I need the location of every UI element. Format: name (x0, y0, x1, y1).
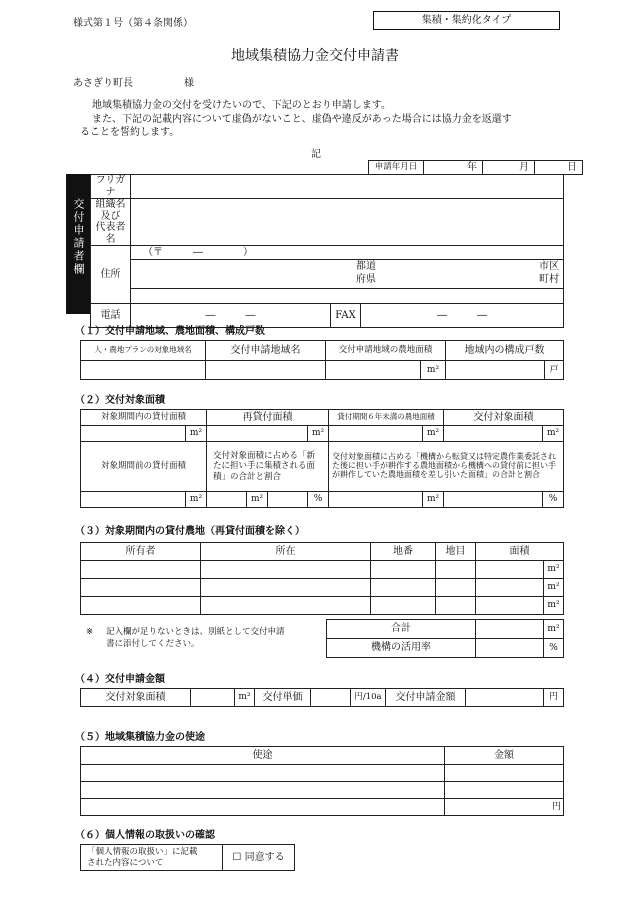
s4-area-unit: m² (235, 689, 255, 707)
form-type-badge: 集積・集約化タイプ (373, 11, 560, 30)
s2-header-net-increase: 交付対象面積に占める「機構から転貸又は特定農作業委託された後に担い手が耕作する農地面積から機構への貸付前に担い手が耕作していた農地面積を差し引いた面積」の合計と割合 (329, 442, 564, 492)
s1-household-unit: 戸 (544, 361, 563, 379)
section1-table (80, 340, 564, 380)
postal-code: （〒 ― ） (131, 246, 563, 260)
s4-target-area-input[interactable] (191, 689, 235, 707)
s4-amount-label: 交付申請金額 (386, 689, 466, 707)
s2-header-lease-before-period: 対象期間前の貸付面積 (81, 442, 207, 492)
org-label-line2: 及び (100, 210, 121, 222)
honorific: 様 (184, 78, 194, 89)
date-month-unit: 月 (519, 161, 529, 173)
phone-format: ― ― (205, 309, 256, 321)
s2-header-sublease: 再貸付面積 (207, 410, 329, 426)
s6-consent-label-line1: 「個人情報の取扱い」に記載 (87, 847, 198, 858)
city-suffix-bottom: 町村 (539, 274, 560, 285)
s2-new-accumulation-area-input[interactable] (207, 492, 247, 508)
s5-total-yen-unit: 円 (445, 799, 564, 816)
s2-target-area-input[interactable] (444, 426, 543, 442)
s3-header-owner: 所有者 (81, 543, 201, 561)
addressee: あさぎり町長 (73, 78, 133, 89)
s4-price-unit: 円/10a (351, 689, 386, 707)
address-label: 住所 (91, 246, 131, 304)
section4-title: （４）交付申請金額 (75, 674, 165, 685)
s3-row2-location[interactable] (201, 579, 371, 597)
s2-unit-pct-1: % (308, 492, 329, 508)
s2-short-lease-input[interactable] (329, 426, 423, 442)
s3-row2-owner[interactable] (81, 579, 201, 597)
date-day-unit: 日 (567, 161, 577, 173)
section5-title: （５）地域集積協力金の使途 (75, 732, 205, 743)
s3-row3-unit: m² (544, 597, 564, 615)
s3-row1-lot[interactable] (371, 561, 436, 579)
s6-agree-cell[interactable] (223, 845, 295, 871)
s1-header-farmland-area: 交付申請地域の農地面積 (326, 341, 446, 361)
section4-table (80, 688, 564, 707)
application-date-label: 申請年月日 (369, 161, 424, 175)
s3-row1-category[interactable] (436, 561, 476, 579)
s4-unit-price-input[interactable] (311, 689, 351, 707)
fax-input[interactable] (361, 304, 564, 328)
fax-format: ― ― (437, 309, 488, 321)
s4-yen-unit: 円 (544, 689, 564, 707)
s3-header-area: 面積 (476, 543, 564, 561)
section3-title: （３）対象期間内の貸付農地（再貸付面積を除く） (75, 526, 305, 537)
s6-consent-label (81, 845, 223, 871)
applicant-side-label: 交付申請者欄 (66, 174, 90, 314)
s2-unit-7: m² (423, 492, 444, 508)
applicant-table (90, 174, 564, 328)
form-number: 様式第１号（第４条関係） (73, 18, 193, 29)
s5-row2-amount[interactable] (445, 782, 564, 799)
s3-usage-rate-label: 機構の活用率 (327, 639, 476, 658)
intro-paragraph-2a: また、下記の記載内容について虚偽がないこと、虚偽や違反があった場合には協力金を返還す (92, 114, 512, 125)
org-label-line1: 組織名 (95, 199, 126, 210)
s2-net-increase-ratio-input[interactable] (444, 492, 543, 508)
s2-header-lease-in-period: 対象期間内の貸付面積 (81, 410, 207, 426)
section5-table (80, 746, 564, 816)
s2-header-new-accumulation: 交付対象面積に占める「新たに担い手に集積される面積」の合計と割合 (207, 442, 329, 492)
phone-label: 電話 (91, 304, 131, 328)
org-label-line3: 代表者名 (95, 222, 126, 245)
s2-header-target-area: 交付対象面積 (444, 410, 564, 426)
city-suffix-top: 市区 (539, 261, 560, 272)
s2-unit-3: m² (423, 426, 444, 442)
s2-unit-4: m² (543, 426, 564, 442)
date-year-unit: 年 (467, 161, 477, 173)
prefecture-suffix-top: 都道 (356, 261, 376, 272)
intro-paragraph-2b: ることを誓約します。 (80, 127, 180, 138)
date-year-field[interactable] (424, 161, 483, 175)
fax-label: FAX (331, 304, 361, 328)
s3-row3-owner[interactable] (81, 597, 201, 615)
s3-row1-owner[interactable] (81, 561, 201, 579)
s3-total-unit: m² (544, 620, 564, 639)
s1-header-households: 地域内の構成戸数 (446, 341, 564, 361)
section2-title: （２）交付対象面積 (75, 395, 165, 406)
application-date-table (368, 160, 583, 175)
s3-row2-unit: m² (544, 579, 564, 597)
s3-row3-area[interactable] (476, 597, 544, 615)
s1-area-unit: m² (420, 361, 445, 379)
s3-note-line2: 書に添付してください。 (106, 639, 200, 649)
organization-label (91, 199, 131, 246)
s3-usage-rate-unit: % (544, 639, 564, 658)
s3-total-input[interactable] (476, 620, 544, 639)
s5-total-row-blank (81, 799, 445, 816)
s3-row1-location[interactable] (201, 561, 371, 579)
s3-row2-area[interactable] (476, 579, 544, 597)
s4-target-area-label: 交付対象面積 (81, 689, 191, 707)
s1-header-area-name: 交付申請地域名 (206, 341, 326, 361)
s1-households-input[interactable] (446, 361, 564, 380)
s5-row1-use[interactable] (81, 765, 445, 782)
s4-unit-price-label: 交付単価 (255, 689, 311, 707)
s2-unit-2: m² (308, 426, 329, 442)
s2-unit-6: m² (247, 492, 268, 508)
s2-header-short-lease: 貸付期間６年未満の農地面積 (329, 410, 444, 426)
s3-row1-unit: m² (544, 561, 564, 579)
s3-row3-category[interactable] (436, 597, 476, 615)
section2-table (80, 409, 564, 508)
s1-header-plan-area: 人・農地プランの対象地域名 (81, 341, 206, 361)
s3-note-mark: ※ (86, 627, 94, 637)
s5-header-use: 使途 (81, 747, 445, 765)
furigana-label: フリガナ (91, 175, 131, 199)
agree-checkbox[interactable]: ☐ (232, 851, 242, 863)
s3-note-line1: 記入欄が足りないときは、別紙として交付申請 (106, 627, 285, 637)
s3-header-land-category: 地目 (436, 543, 476, 561)
s3-header-lot-number: 地番 (371, 543, 436, 561)
s2-new-accumulation-ratio-input[interactable] (268, 492, 308, 508)
s1-plan-area-input[interactable] (81, 361, 206, 380)
section1-title: （１）交付申請地域、農地面積、構成戸数 (75, 326, 265, 337)
s2-lease-before-period-input[interactable] (81, 492, 186, 508)
prefecture-suffix-bottom: 府県 (356, 274, 376, 285)
s1-area-name-input[interactable] (206, 361, 326, 380)
s5-row2-use[interactable] (81, 782, 445, 799)
s1-farmland-area-input[interactable] (326, 361, 446, 380)
intro-paragraph-1: 地域集積協力金の交付を受けたいので、下記のとおり申請します。 (92, 100, 391, 111)
date-month-field[interactable] (483, 161, 535, 175)
address-input[interactable] (131, 246, 564, 304)
s3-row1-area[interactable] (476, 561, 544, 579)
section6-title: （６）個人情報の取扱いの確認 (75, 830, 215, 841)
s3-header-location: 所在 (201, 543, 371, 561)
section6-table (80, 844, 295, 871)
section3-table (80, 542, 564, 615)
s4-amount-input[interactable] (466, 689, 544, 707)
page-title: 地域集積協力金交付申請書 (231, 48, 399, 64)
furigana-input[interactable] (131, 175, 564, 199)
s5-header-amount: 金額 (445, 747, 564, 765)
s3-usage-rate-input[interactable] (476, 639, 544, 658)
s3-row2-category[interactable] (436, 579, 476, 597)
agree-label: 同意する (244, 851, 285, 863)
s3-row2-lot[interactable] (371, 579, 436, 597)
s3-row3-lot[interactable] (371, 597, 436, 615)
s2-unit-1: m² (186, 426, 207, 442)
s3-row3-location[interactable] (201, 597, 371, 615)
section3-summary-table (326, 619, 564, 658)
s2-unit-pct-2: % (543, 492, 564, 508)
s2-lease-in-period-input[interactable] (81, 426, 186, 442)
s3-total-label: 合計 (327, 620, 476, 639)
ki-label: 記 (311, 149, 321, 160)
s2-unit-5: m² (186, 492, 207, 508)
s2-sublease-input[interactable] (207, 426, 308, 442)
s5-row1-amount[interactable] (445, 765, 564, 782)
date-day-field[interactable] (535, 161, 583, 175)
s2-net-increase-area-input[interactable] (329, 492, 423, 508)
organization-input[interactable] (131, 199, 564, 246)
s6-consent-label-line2: された内容について (87, 857, 164, 868)
